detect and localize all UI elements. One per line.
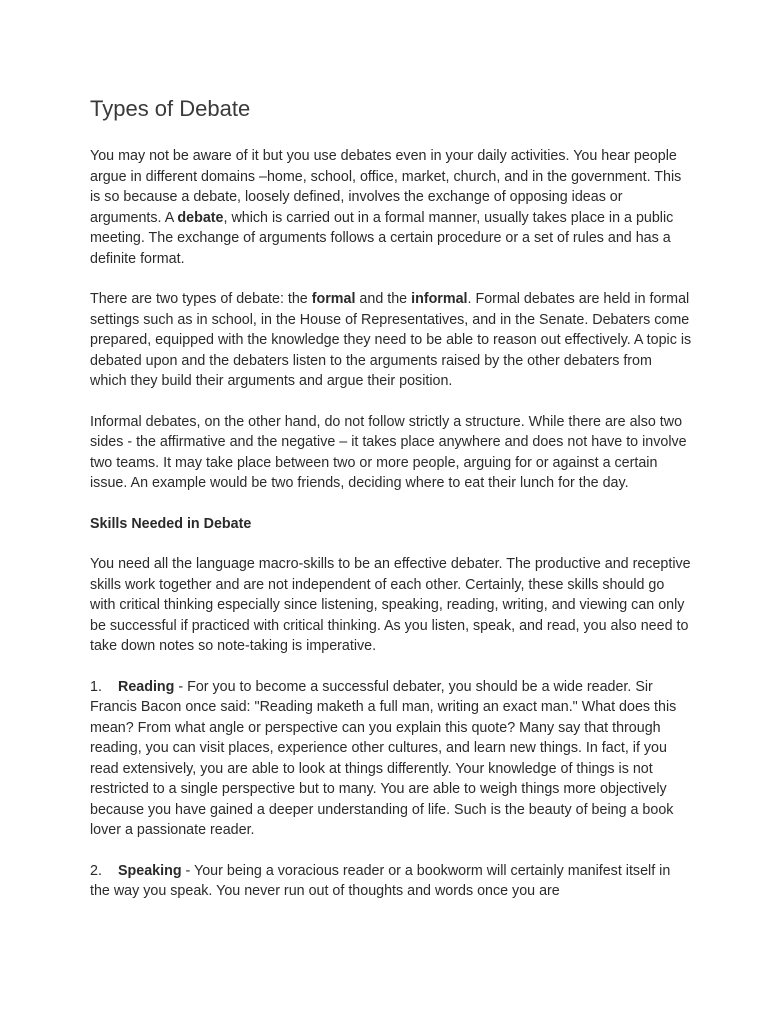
paragraph-informal: Informal debates, on the other hand, do not follow strictly a structure. While there are also two sides - the affirmative and the negative – it takes place anywhere and does not have to involve two teams. It may take place between two or more people, arguing for or against a certain issue. An example would be two friends, deciding where to eat their lunch for the day. xyxy=(90,413,687,491)
list-number: 2. xyxy=(90,862,102,879)
section-heading-skills: Skills Needed in Debate xyxy=(90,515,252,532)
paragraph-skills: You need all the language macro-skills to be an effective debater. The productive and receptive skills work together and are not independent of each other. Certainly, these skills should go with critical thinking especially since listening, speaking, reading, writing, and viewing can only be successful if practiced with critical thinking. As you listen, speak, and read, you also need to take down notes so note-taking is imperative. xyxy=(90,556,691,654)
list-item-reading-text: - For you to become a successful debater, you should be a wide reader. Sir Francis Bacon once said: "Reading maketh a full man, writing an exact man." What does this mean? From what angle or perspective can you explain this quote? Many say that through reading, you can visit places, experience other cultures, and learn new things. In fact, if you read extensively, you are able to look at things differently. Your knowledge of things is not restricted to a single perspective but to many. You are able to weigh things more objectively because you have gained a deeper understanding of life. Such is the beauty of being a book lover a passionate reader. xyxy=(90,678,677,838)
paragraph-types xyxy=(90,289,692,392)
paragraph-types-text-a: There are two types of debate: the xyxy=(90,291,312,307)
paragraph-types-text-c: and the xyxy=(355,291,412,307)
paragraph-intro-text-a: You may not be aware of it but you use debates even in your daily activities. You hear people argue in different domains –home, school, office, market, church, and in the government. This is so because a debate, loosely defined, involves the exchange of opposing ideas or arguments. A xyxy=(90,148,682,226)
list-item-speaking xyxy=(90,861,692,902)
term-reading: Reading xyxy=(118,678,175,695)
list-item-speaking-text: - Your being a voracious reader or a bookworm will certainly manifest itself in the way you speak. You never run out of thoughts and words once you are xyxy=(90,862,671,899)
list-number: 1. xyxy=(90,678,102,695)
paragraph-types-text-d: . Formal debates are held in formal settings such as in school, in the House of Representatives, and in the Senate. Debaters come prepared, equipped with the knowledge they need to be able to reason out effectively. A topic is debated upon and the debaters listen to the arguments raised by the other debaters from which they build their arguments and argue their position. xyxy=(90,291,692,389)
term-formal: formal xyxy=(311,291,356,307)
term-informal: informal xyxy=(411,291,468,307)
term-debate: debate xyxy=(177,209,224,226)
paragraph-intro-text-c: , which is carried out in a formal manner, usually takes place in a public meeting. The exchange of arguments follows a certain procedure or a set of rules and has a definite format. xyxy=(90,209,674,267)
page-title: Types of Debate xyxy=(90,96,251,121)
paragraph-intro xyxy=(90,146,692,269)
term-speaking: Speaking xyxy=(118,862,182,879)
list-item-reading xyxy=(90,677,692,841)
